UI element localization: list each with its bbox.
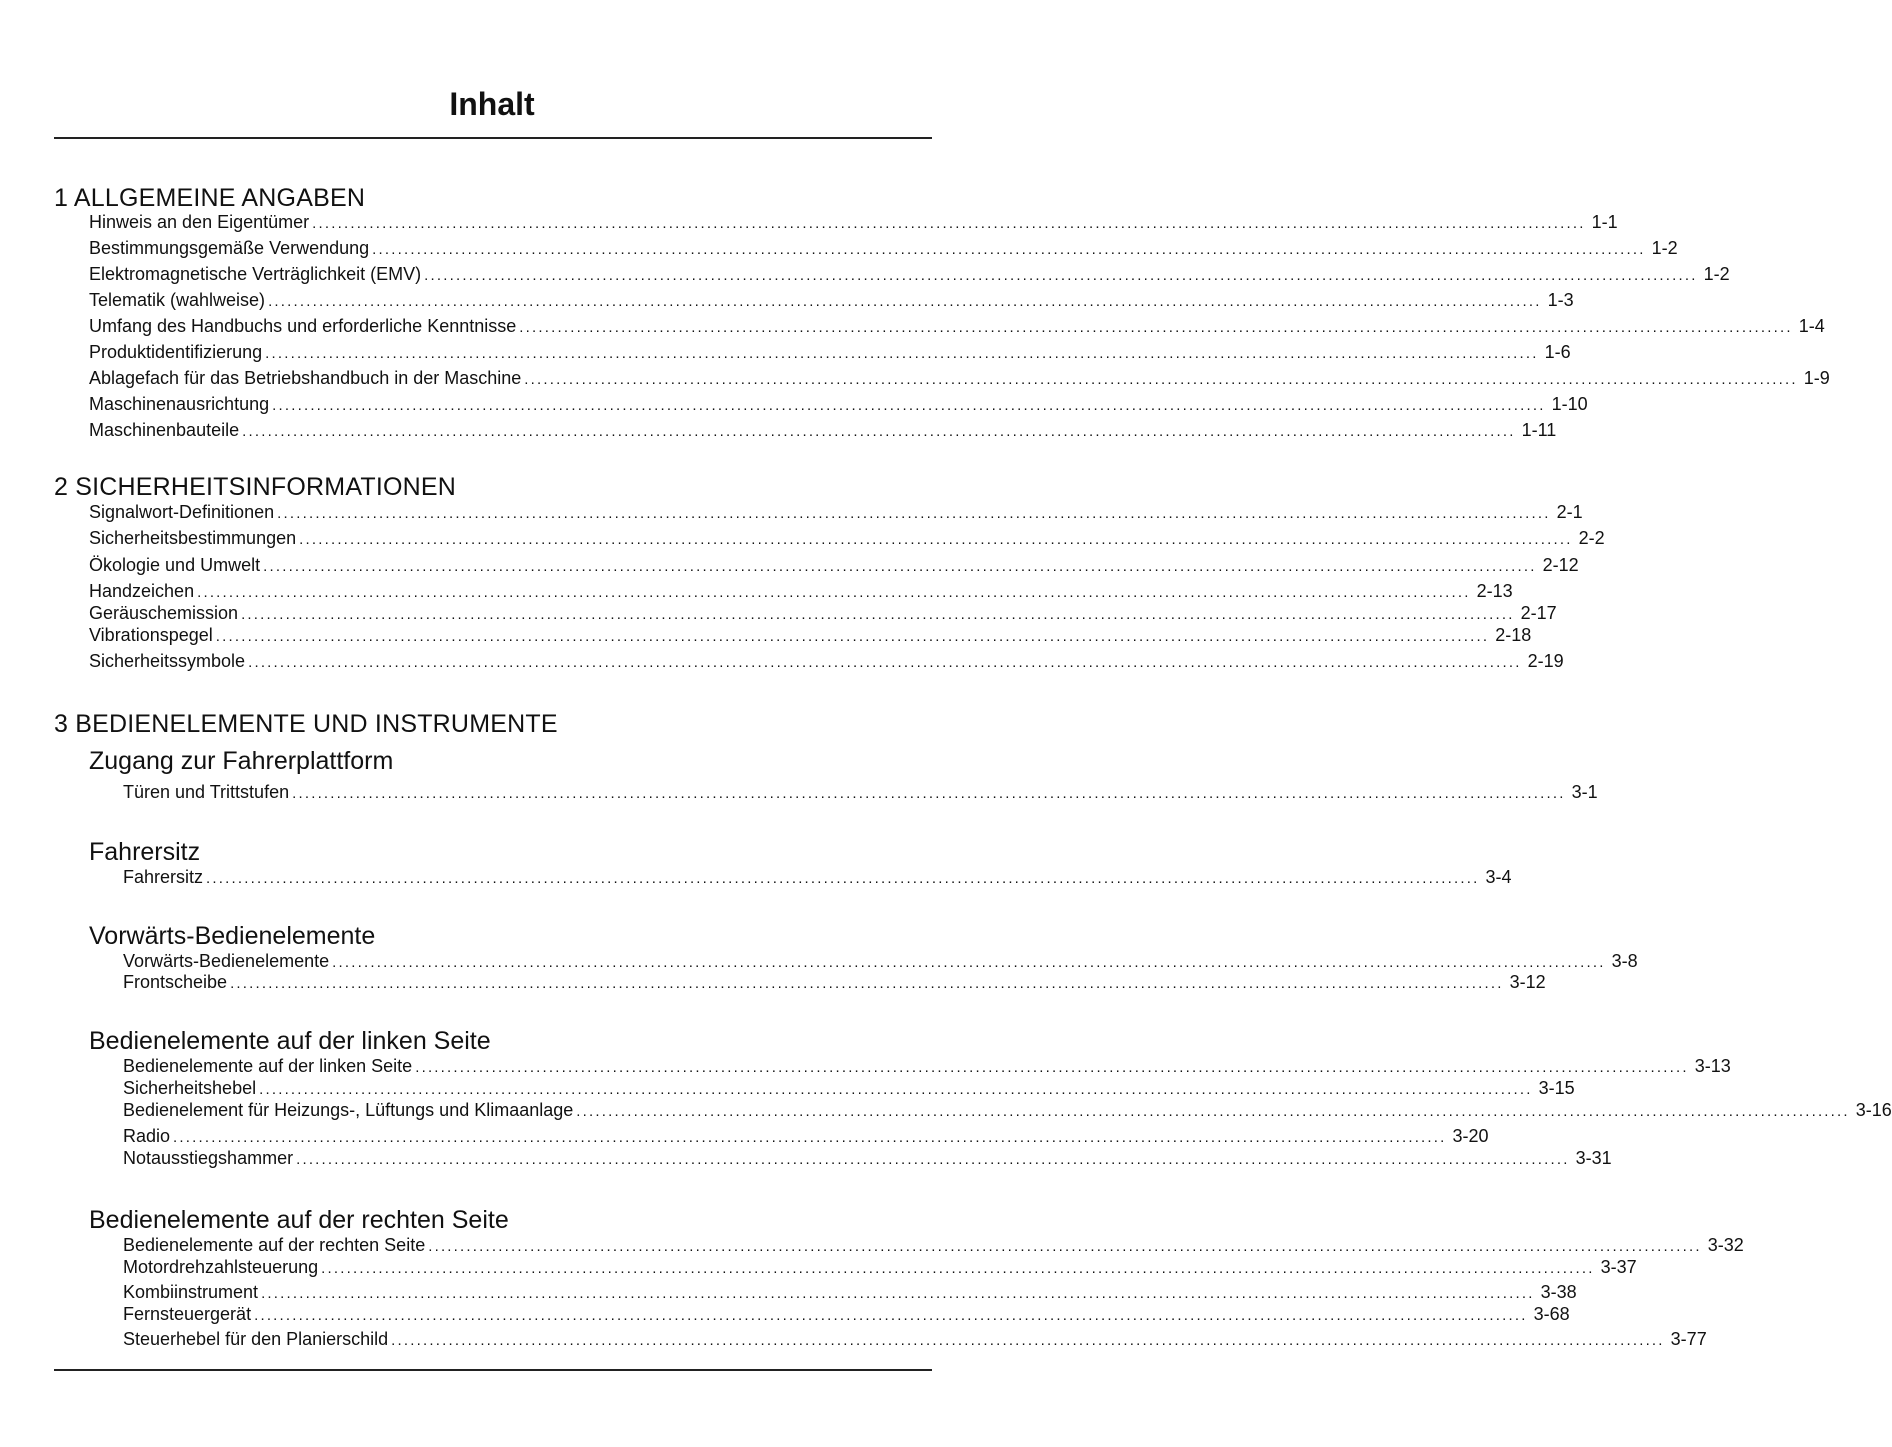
toc-entry-label: Sicherheitssymbole: [89, 651, 246, 671]
toc-entry-label: Produktidentifizierung: [89, 342, 263, 362]
toc-entry-label: Telematik (wahlweise): [89, 290, 266, 310]
toc-entry[interactable]: [123, 971, 1546, 993]
toc-entry-label: Geräuschemission: [89, 603, 239, 623]
dot-leader: ........................................................................................................................................................................................................: [259, 1081, 1533, 1098]
toc-entry-label: Bestimmungsgemäße Verwendung: [89, 238, 370, 258]
toc-entry[interactable]: [123, 866, 1512, 888]
dot-leader: ........................................................................................................................................................................................................: [242, 423, 1516, 440]
toc-entry-page-number: 3-32: [1707, 1235, 1744, 1255]
dot-leader: ........................................................................................................................................................................................................: [372, 241, 1646, 258]
toc-entry-page-number: 1-2: [1703, 264, 1730, 284]
toc-entry-label: Frontscheibe: [123, 972, 228, 992]
toc-entry-label: Sicherheitshebel: [123, 1078, 257, 1098]
toc-entry-page-number: 3-38: [1540, 1282, 1577, 1302]
dot-leader: ........................................................................................................................................................................................................: [524, 371, 1798, 388]
toc-entry-page-number: 2-19: [1527, 651, 1564, 671]
dot-leader: ........................................................................................................................................................................................................: [254, 1307, 1528, 1324]
dot-leader: ........................................................................................................................................................................................................: [321, 1260, 1595, 1277]
dot-leader: ........................................................................................................................................................................................................: [248, 654, 1522, 671]
dot-leader: ........................................................................................................................................................................................................: [173, 1129, 1447, 1146]
toc-entry-label: Bedienelement für Heizungs-, Lüftungs und Klimaanlage: [123, 1100, 574, 1120]
dot-leader: ........................................................................................................................................................................................................: [391, 1332, 1665, 1349]
toc-entry-page-number: 1-2: [1651, 238, 1678, 258]
toc-entry[interactable]: [89, 393, 1588, 415]
toc-entry[interactable]: [89, 554, 1579, 576]
toc-entry[interactable]: [123, 1077, 1575, 1099]
dot-leader: ........................................................................................................................................................................................................: [268, 293, 1542, 310]
toc-entry[interactable]: [123, 1303, 1570, 1325]
toc-entry-label: Vibrationspegel: [89, 625, 213, 645]
toc-entry-label: Türen und Trittstufen: [123, 782, 290, 802]
dot-leader: ........................................................................................................................................................................................................: [332, 954, 1606, 971]
toc-entry[interactable]: [123, 781, 1598, 803]
toc-entry-page-number: 2-1: [1556, 502, 1583, 522]
toc-entry-page-number: 2-2: [1578, 528, 1605, 548]
toc-entry[interactable]: [123, 1281, 1577, 1303]
toc-entry-page-number: 2-12: [1542, 555, 1579, 575]
toc-entry-label: Signalwort-Definitionen: [89, 502, 275, 522]
toc-entry-label: Umfang des Handbuchs und erforderliche Kenntnisse: [89, 316, 517, 336]
toc-entry-page-number: 2-18: [1495, 625, 1532, 645]
toc-entry-label: Ökologie und Umwelt: [89, 555, 261, 575]
dot-leader: ........................................................................................................................................................................................................: [299, 531, 1573, 548]
toc-entry-page-number: 3-37: [1600, 1257, 1637, 1277]
toc-entry-page-number: 3-16: [1855, 1100, 1892, 1120]
toc-entry[interactable]: [123, 1055, 1731, 1077]
toc-entry[interactable]: [89, 289, 1574, 311]
dot-leader: ........................................................................................................................................................................................................: [424, 267, 1698, 284]
toc-entry-page-number: 3-8: [1611, 951, 1638, 971]
dot-leader: ........................................................................................................................................................................................................: [265, 345, 1539, 362]
toc-entry[interactable]: [89, 237, 1678, 259]
toc-entry[interactable]: [89, 367, 1830, 389]
dot-leader: ........................................................................................................................................................................................................: [296, 1151, 1570, 1168]
toc-entry-page-number: 3-1: [1571, 782, 1598, 802]
toc-entry-page-number: 1-1: [1591, 212, 1618, 232]
dot-leader: ........................................................................................................................................................................................................: [519, 319, 1793, 336]
toc-entry-label: Maschinenbauteile: [89, 420, 240, 440]
dot-leader: ........................................................................................................................................................................................................: [261, 1285, 1535, 1302]
toc-entry-label: Motordrehzahlsteuerung: [123, 1257, 319, 1277]
dot-leader: ........................................................................................................................................................................................................: [415, 1059, 1689, 1076]
dot-leader: ........................................................................................................................................................................................................: [428, 1238, 1702, 1255]
toc-entry-page-number: 2-17: [1520, 603, 1557, 623]
toc-entry-page-number: 2-13: [1476, 581, 1513, 601]
toc-entry-page-number: 1-10: [1551, 394, 1588, 414]
toc-entry-page-number: 1-11: [1521, 420, 1557, 440]
toc-entry-label: Maschinenausrichtung: [89, 394, 270, 414]
toc-entry-page-number: 3-20: [1452, 1126, 1489, 1146]
toc-entry-page-number: 1-3: [1547, 290, 1574, 310]
dot-leader: ........................................................................................................................................................................................................: [576, 1103, 1850, 1120]
toc-entry[interactable]: [89, 211, 1618, 233]
toc-entry-page-number: 3-31: [1575, 1148, 1612, 1168]
subsection-heading[interactable]: Bedienelemente auf der linken Seite: [89, 1027, 491, 1055]
toc-entry-page-number: 3-77: [1670, 1329, 1707, 1349]
toc-entry-label: Elektromagnetische Verträglichkeit (EMV): [89, 264, 422, 284]
toc-entry-label: Fernsteuergerät: [123, 1304, 252, 1324]
toc-entry-label: Notausstiegshammer: [123, 1148, 294, 1168]
toc-entry-page-number: 3-68: [1533, 1304, 1570, 1324]
toc-entry[interactable]: [89, 527, 1605, 549]
toc-entry[interactable]: [89, 263, 1730, 285]
toc-entry-label: Sicherheitsbestimmungen: [89, 528, 297, 548]
subsection-heading[interactable]: Fahrersitz: [89, 838, 201, 866]
section-heading[interactable]: 3 BEDIENELEMENTE UND INSTRUMENTE: [54, 710, 558, 738]
dot-leader: ........................................................................................................................................................................................................: [272, 397, 1546, 414]
toc-entry[interactable]: [89, 580, 1513, 602]
toc-entry[interactable]: [89, 602, 1557, 624]
toc-entry-label: Radio: [123, 1126, 171, 1146]
toc-entry[interactable]: [89, 315, 1825, 337]
toc-entry-label: Bedienelemente auf der linken Seite: [123, 1056, 413, 1076]
toc-entry[interactable]: [89, 341, 1571, 363]
toc-entry-page-number: 1-6: [1544, 342, 1571, 362]
toc-entry[interactable]: [123, 1125, 1489, 1147]
toc-entry[interactable]: [89, 624, 1532, 646]
toc-entry-label: Hinweis an den Eigentümer: [89, 212, 310, 232]
toc-entry[interactable]: [123, 1328, 1707, 1350]
toc-entry[interactable]: [123, 1234, 1744, 1256]
dot-leader: ........................................................................................................................................................................................................: [263, 558, 1537, 575]
toc-entry-label: Handzeichen: [89, 581, 195, 601]
dot-leader: ........................................................................................................................................................................................................: [292, 785, 1566, 802]
dot-leader: ........................................................................................................................................................................................................: [230, 975, 1504, 992]
toc-entry[interactable]: [123, 1147, 1612, 1169]
toc-entry-page-number: 3-12: [1509, 972, 1546, 992]
top-divider: [54, 137, 932, 139]
dot-leader: ........................................................................................................................................................................................................: [277, 505, 1551, 522]
toc-entry-label: Fahrersitz: [123, 867, 204, 887]
dot-leader: ........................................................................................................................................................................................................: [206, 870, 1480, 887]
toc-entry-page-number: 3-15: [1538, 1078, 1575, 1098]
toc-entry[interactable]: [89, 501, 1583, 523]
section-heading[interactable]: 2 SICHERHEITSINFORMATIONEN: [54, 473, 456, 501]
toc-entry-label: Ablagefach für das Betriebshandbuch in der Maschine: [89, 368, 522, 388]
bottom-divider: [54, 1369, 932, 1371]
dot-leader: ........................................................................................................................................................................................................: [215, 628, 1490, 645]
dot-leader: ........................................................................................................................................................................................................: [241, 606, 1515, 623]
toc-entry[interactable]: [123, 950, 1638, 972]
page-title: Inhalt: [449, 86, 535, 122]
toc-entry-page-number: 1-4: [1798, 316, 1825, 336]
subsection-heading[interactable]: Bedienelemente auf der rechten Seite: [89, 1206, 509, 1234]
toc-entry[interactable]: [89, 419, 1557, 441]
toc-entry-label: Steuerhebel für den Planierschild: [123, 1329, 389, 1349]
toc-entry[interactable]: [89, 650, 1564, 672]
dot-leader: ........................................................................................................................................................................................................: [312, 215, 1586, 232]
toc-entry[interactable]: [123, 1256, 1637, 1278]
subsection-heading[interactable]: Zugang zur Fahrerplattform: [89, 747, 394, 775]
toc-entry-page-number: 3-13: [1694, 1056, 1731, 1076]
toc-entry[interactable]: [123, 1099, 1892, 1121]
toc-entry-label: Bedienelemente auf der rechten Seite: [123, 1235, 426, 1255]
subsection-heading[interactable]: Vorwärts-Bedienelemente: [89, 922, 376, 950]
dot-leader: ........................................................................................................................................................................................................: [197, 584, 1471, 601]
toc-entry-label: Vorwärts-Bedienelemente: [123, 951, 330, 971]
toc-entry-label: Kombiinstrument: [123, 1282, 259, 1302]
toc-entry-page-number: 1-9: [1803, 368, 1830, 388]
section-heading[interactable]: 1 ALLGEMEINE ANGABEN: [54, 184, 366, 212]
toc-entry-page-number: 3-4: [1485, 867, 1512, 887]
